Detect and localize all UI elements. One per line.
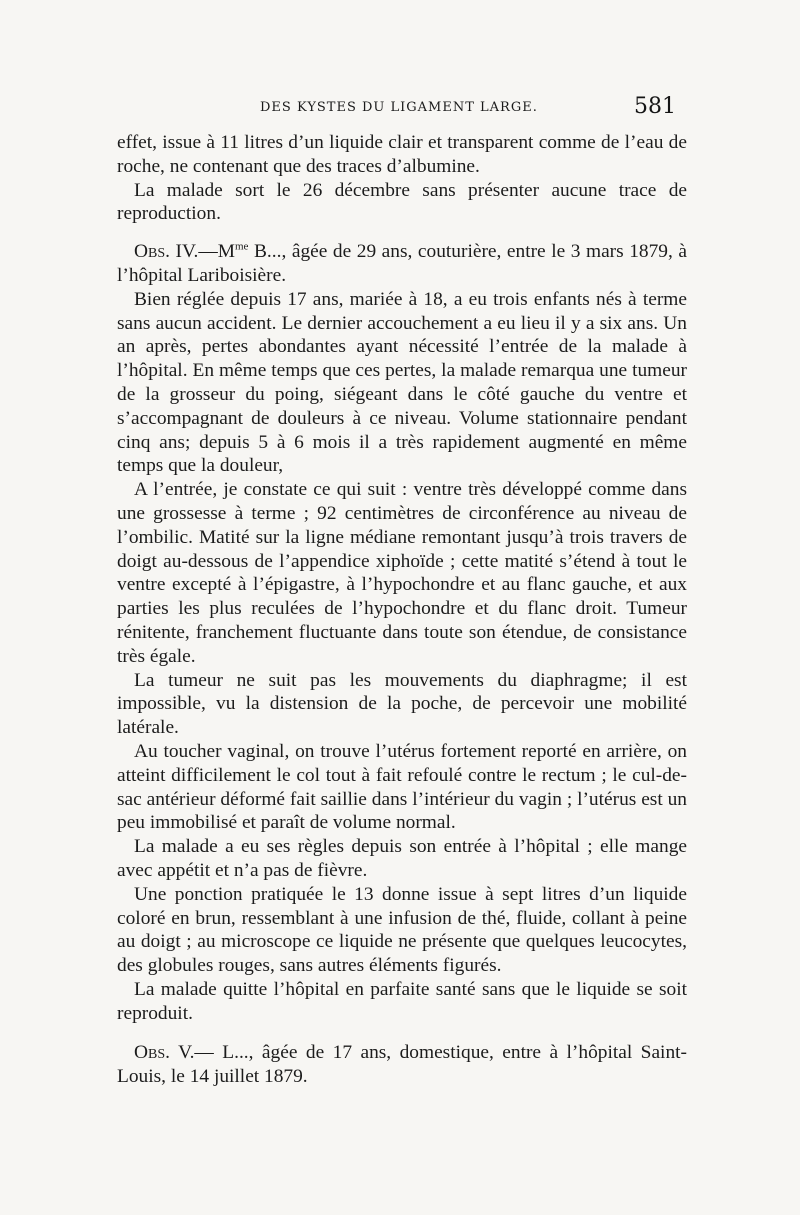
patient-prefix: M (217, 241, 235, 263)
page-number: 581 (634, 94, 676, 119)
running-head: DES KYSTES DU LIGAMENT LARGE. (260, 100, 538, 115)
paragraph: La tumeur ne suit pas les mouvements du diaphragme; il est impossible, vu la distension de la poche, de percevoir une mobilité latérale. (117, 669, 687, 739)
observation-v-heading (117, 1041, 687, 1089)
paragraph: La malade sort le 26 décembre sans présenter aucune trace de reproduction. (117, 179, 687, 225)
observation-label: Obs. V. (134, 1042, 195, 1064)
body-text (117, 131, 687, 1089)
page-header (0, 94, 800, 128)
paragraph: effet, issue à 11 litres d’un liquide clair et transparent comme de l’eau de roche, ne contenant que des traces d’albumine. (117, 132, 687, 177)
paragraph: La malade quitte l’hôpital en parfaite santé sans que le liquide se soit reproduit. (117, 978, 687, 1024)
patient-suffix: B... (248, 241, 282, 263)
paragraph: La malade a eu ses règles depuis son entrée à l’hôpital ; elle mange avec appétit et n’a pas de fièvre. (117, 836, 687, 881)
observation-label: Obs. IV. (134, 241, 199, 263)
paragraph: Au toucher vaginal, on trouve l’utérus fortement reporté en arrière, on atteint difficilement le col tout à fait refoulé contre le rectum ; le cul-de-sac antérieur déformé fait saillie dans l’intérieur du vagin ; l’utérus est un peu immobilisé et paraît de volume normal. (117, 740, 687, 834)
patient-sup: me (234, 240, 249, 253)
observation-iv-heading (117, 240, 687, 288)
observation-text: , âgée de 29 ans, couturière, entre le 3 mars 1879, à l’hôpital Lariboisière. (117, 241, 687, 286)
observation-text: — L..., âgée de 17 ans, domestique, entre à l’hôpital Saint-Louis, le 14 juillet 1879. (117, 1042, 687, 1088)
paragraph: Une ponction pratiquée le 13 donne issue à sept litres d’un liquide coloré en brun, ressemblant à une infusion de thé, fluide, collant à peine au doigt ; au microscope ce liquide ne présente que quelques leucocytes, des globules rouges, sans autres éléments figurés. (117, 883, 687, 977)
observation-dash: — (198, 241, 218, 263)
paragraph: A l’entrée, je constate ce qui suit : ventre très développé comme dans une grossesse à terme ; 92 centimètres de circonférence au niveau de l’ombilic. Matité sur la ligne médiane remontant jusqu’à trois travers de doigt au-dessous de l’appendice xiphoïde ; cette matité s’étend à tout le ventre excepté à l’épigastre, à l’hypochondre et au flanc gauche, et aux parties les plus reculées de l’hypochondre et du flanc droit. Tumeur rénitente, franchement fluctuante dans toute son étendue, de consistance très égale. (117, 479, 687, 667)
paragraph: Bien réglée depuis 17 ans, mariée à 18, a eu trois enfants nés à terme sans aucun accident. Le dernier accouchement a eu lieu il y a six ans. Un an après, pertes abondantes ayant nécessité l’entrée de la malade à l’hôpital. En même temps que ces pertes, la malade remarqua une tumeur de la grosseur du poing, siégeant dans le côté gauche du ventre et s’accompagnant de douleurs à ce niveau. Volume stationnaire pendant cinq ans; depuis 5 à 6 mois il a très rapidement augmenté en même temps que la douleur, (117, 288, 687, 477)
